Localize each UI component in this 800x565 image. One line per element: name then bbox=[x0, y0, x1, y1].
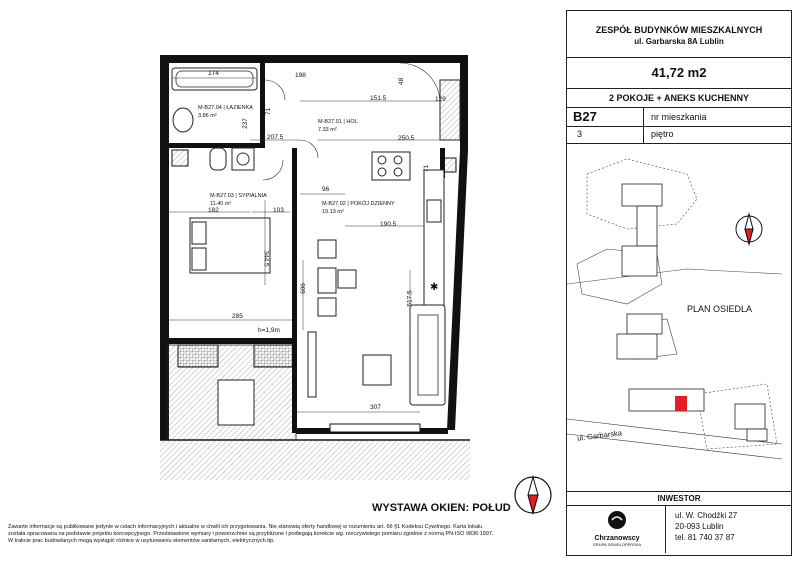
dim-182: 182 bbox=[208, 207, 219, 214]
dim-285: 285 bbox=[232, 313, 243, 320]
room-code: M-B27.04 bbox=[198, 105, 222, 111]
dim-237: 237 bbox=[241, 118, 249, 129]
sofa bbox=[410, 305, 445, 405]
sink bbox=[427, 200, 441, 222]
street-label: ul. Garbarska bbox=[576, 428, 623, 443]
dim-71-a: 71 bbox=[265, 107, 273, 116]
investor-street: ul. W. Chodźki 27 bbox=[675, 511, 738, 520]
dining-set bbox=[318, 240, 356, 316]
room-label-bedroom: M-B27.03 | SYPIALNIA 11.40 m² bbox=[210, 193, 267, 207]
dim-174: 174 bbox=[208, 70, 219, 77]
coffee-table bbox=[363, 355, 391, 385]
window-south bbox=[330, 424, 420, 432]
disclaimer-line: Zawarte informacje są publikowane jedynie w celach informacyjnych i aktualne w chwili ich przygotowania. Nie stanowią oferty handlowej w rozumieniu art. 66 §1 Kodeksu Cywilnego. Karta lokalu bbox=[8, 524, 483, 530]
room-name: HOL bbox=[346, 119, 358, 125]
unit-number-label: nr mieszkania bbox=[651, 112, 707, 122]
investor-heading: INWESTOR bbox=[567, 492, 791, 506]
dim-517-5: 517.5 bbox=[406, 290, 414, 307]
unit-floor-row bbox=[567, 127, 791, 144]
room-area: 7.33 m² bbox=[318, 127, 337, 133]
investor-info bbox=[567, 506, 791, 554]
dim-307: 307 bbox=[370, 404, 381, 411]
svg-text:✱: ✱ bbox=[430, 282, 439, 293]
dim-344-5: 344.5 bbox=[262, 250, 270, 267]
investor-contact bbox=[675, 510, 737, 543]
dim-height: h=1,9m bbox=[258, 327, 280, 334]
terrace-opening bbox=[218, 380, 254, 425]
dim-129: 129 bbox=[435, 96, 446, 103]
investor-logo bbox=[577, 510, 657, 547]
disclaimer bbox=[8, 524, 568, 545]
room-code: M-B27.01 bbox=[318, 119, 342, 125]
terrace-door-left bbox=[178, 345, 218, 367]
room-name: ŁAZIENKA bbox=[226, 105, 253, 111]
room-name: SYPIALNIA bbox=[238, 193, 267, 199]
unit-number: B27 bbox=[573, 109, 597, 124]
unit-floor: 3 bbox=[577, 129, 583, 139]
unit-number-row bbox=[567, 108, 791, 127]
shaft bbox=[172, 150, 188, 166]
room-area: 3.86 m² bbox=[198, 113, 217, 119]
room-label-hall: M-B27.01 | HOL 7.33 m² bbox=[318, 119, 358, 133]
dim-190-5: 190.5 bbox=[380, 221, 397, 228]
room-area: 19.13 m² bbox=[322, 209, 344, 215]
investor-city: 20-093 Lublin bbox=[675, 522, 724, 531]
info-panel bbox=[566, 10, 792, 556]
project-address: ul. Garbarska 8A Lublin bbox=[634, 37, 724, 46]
unit-floor-label: piętro bbox=[651, 129, 674, 139]
dim-151-5: 151.5 bbox=[370, 95, 387, 102]
dim-606: 606 bbox=[299, 283, 307, 294]
radiator bbox=[444, 158, 456, 172]
site-plan bbox=[567, 144, 791, 492]
terrace-door-right bbox=[254, 345, 294, 367]
compass-icon bbox=[508, 470, 558, 520]
wardrobe bbox=[440, 80, 460, 140]
room-label-bathroom: M-B27.04 | ŁAZIENKA 3.86 m² bbox=[198, 105, 253, 119]
disclaimer-line: W trakcie prac budowlanych mogą wystąpić różnice w usytuowaniu elementów sanitarnych, elektrycznych.itp. bbox=[8, 538, 275, 544]
project-title: ZESPÓŁ BUDYNKÓW MIESZKALNYCH bbox=[595, 25, 763, 35]
investor-phone: tel. 81 740 37 87 bbox=[675, 533, 735, 542]
dim-103: 103 bbox=[273, 207, 284, 214]
disclaimer-line: została opracowana na podstawie projektu koncepcyjnego. Przedstawione wymiary i powierzchnie są przybliżone i podlegają korekcie wg. rzeczywistego pomiaru zgodnie z normą PN-ISO 9836:1997. bbox=[8, 531, 494, 537]
dim-250-5: 250.5 bbox=[398, 135, 415, 142]
bed bbox=[190, 218, 270, 273]
room-area: 11.40 m² bbox=[210, 201, 232, 207]
dim-207-5: 207.5 bbox=[267, 134, 284, 141]
dim-96: 96 bbox=[322, 186, 330, 193]
project-header bbox=[567, 11, 791, 58]
unit-type: 2 POKOJE + ANEKS KUCHENNY bbox=[567, 89, 791, 108]
logo-icon bbox=[604, 510, 630, 530]
logo-subtext: GRUPA DEWELOPERSKA bbox=[592, 542, 642, 547]
room-label-living: M-B27.02 | POKÓJ DZIENNY 19.13 m² bbox=[322, 201, 395, 215]
washing-machine bbox=[232, 148, 254, 170]
exterior-hatch bbox=[160, 440, 470, 480]
cooktop bbox=[372, 152, 410, 180]
toilet bbox=[210, 148, 226, 170]
washbasin bbox=[173, 108, 193, 132]
unit-highlight bbox=[675, 396, 687, 411]
unit-area: 41,72 m2 bbox=[567, 58, 791, 89]
room-code: M-B27.02 bbox=[322, 201, 346, 207]
room-name: POKÓJ DZIENNY bbox=[350, 201, 395, 207]
tv-unit bbox=[308, 332, 316, 397]
dim-71-b: 71 bbox=[423, 164, 431, 173]
logo-text: Chrzanowscy bbox=[594, 535, 640, 542]
dim-48: 48 bbox=[398, 77, 406, 86]
window-exposure: WYSTAWA OKIEN: POŁUD bbox=[372, 502, 511, 514]
site-plan-label: PLAN OSIEDLA bbox=[687, 304, 753, 314]
dim-198: 198 bbox=[295, 72, 306, 79]
room-code: M-B27.03 bbox=[210, 193, 234, 199]
